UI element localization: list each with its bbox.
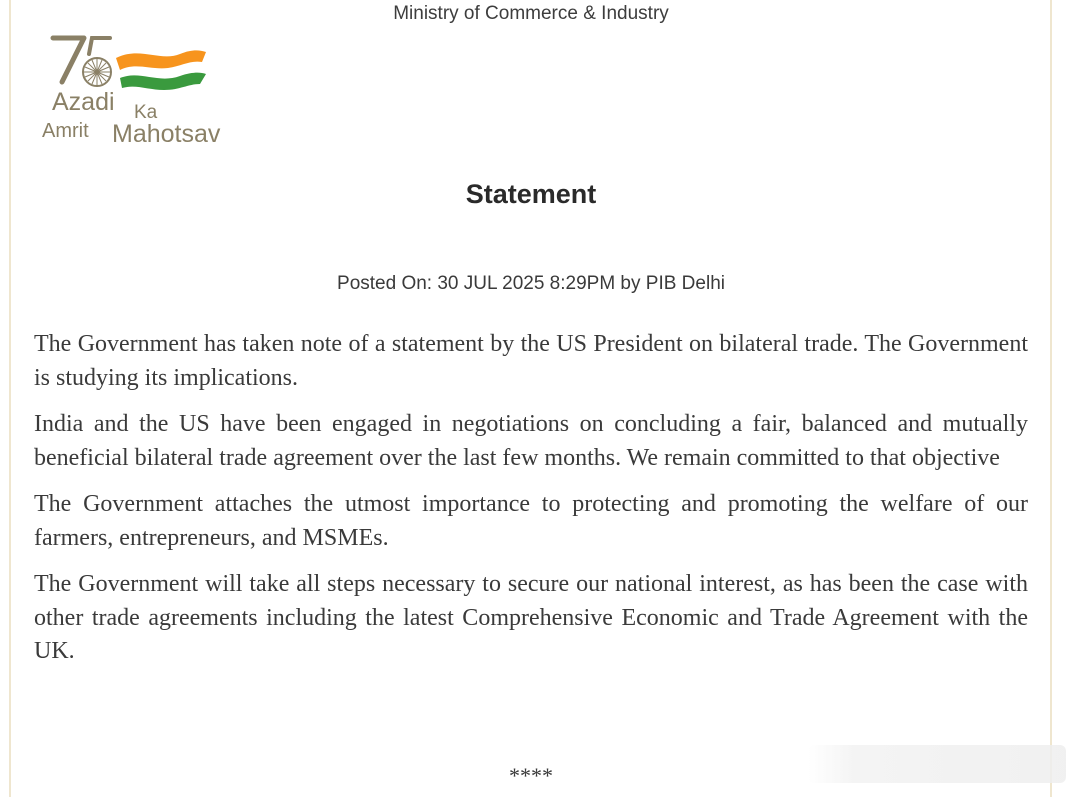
azadi-ka-amrit-mahotsav-logo [40,32,250,152]
end-mark: **** [509,763,553,788]
logo-word-azadi: Azadi [52,88,115,116]
paragraph-4: The Government will take all steps necessary to secure our national interest, as has been the case with other trade agreements including the latest Comprehensive Economic and Trade Agreement with the UK. [34,571,1028,664]
logo-word-mahotsav: Mahotsav [112,120,221,148]
left-border-rule [9,0,11,797]
page-title: Statement [465,179,597,209]
right-border-rule [1050,0,1052,797]
logo-word-ka: Ka [134,102,158,123]
ministry-name: Ministry of Commerce & Industry [393,3,669,24]
logo-word-amrit: Amrit [42,120,89,142]
paragraph-3: The Government attaches the utmost importance to protecting and promoting the welfare of our farmers, entrepreneurs, and MSMEs. [34,491,1028,551]
paragraph-2: India and the US have been engaged in negotiations on concluding a fair, balanced and mutually beneficial bilateral trade agreement over the last few months. We remain committed to that objective [34,411,1028,471]
statement-body [34,328,1028,682]
posted-on-line: Posted On: 30 JUL 2025 8:29PM by PIB Delhi [337,273,725,294]
paragraph-1: The Government has taken note of a statement by the US President on bilateral trade. The Government is studying its implications. [34,331,1028,391]
